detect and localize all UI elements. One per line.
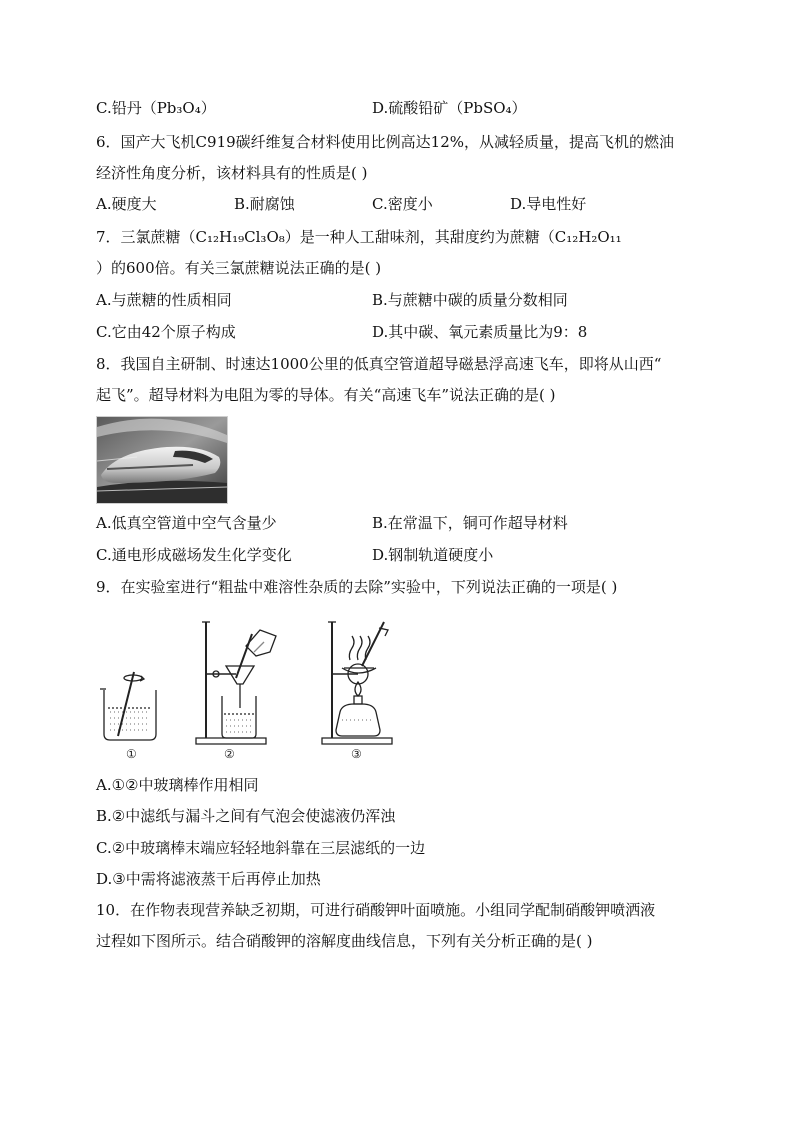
q7-option-a: A.与蔗糖的性质相同 xyxy=(96,291,232,309)
q9-stem: 9．在实验室进行“粗盐中难溶性杂质的去除”实验中，下列说法正确的一项是( ) xyxy=(96,578,618,596)
q6-option-c: C.密度小 xyxy=(372,195,433,213)
q6-option-a: A.硬度大 xyxy=(96,195,157,213)
q6-stem-line2: 经济性角度分析，该材料具有的性质是( ) xyxy=(96,164,368,182)
q9-option-b: B.②中滤纸与漏斗之间有气泡会使滤液仍浑浊 xyxy=(96,807,396,825)
q8-option-d: D.钢制轨道硬度小 xyxy=(372,546,494,564)
q7-option-b: B.与蔗糖中碳的质量分数相同 xyxy=(372,291,568,309)
filtration-figure xyxy=(196,622,276,744)
q8-option-c: C.通电形成磁场发生化学变化 xyxy=(96,546,292,564)
q9-option-d: D.③中需将滤液蒸干后再停止加热 xyxy=(96,870,321,888)
q7-option-c: C.它由42个原子构成 xyxy=(96,323,236,341)
dissolving-beaker-figure xyxy=(100,672,156,740)
figure-1-label: ① xyxy=(126,747,137,761)
q5-option-c: C.铅丹（Pb₃O₄） xyxy=(96,99,216,117)
q8-option-a: A.低真空管道中空气含量少 xyxy=(96,514,277,532)
figure-2-label: ② xyxy=(224,747,235,761)
q7-stem-line2: ）的600倍。有关三氯蔗糖说法正确的是( ) xyxy=(96,259,382,277)
evaporation-figure xyxy=(322,622,392,744)
maglev-train-photo xyxy=(96,416,228,504)
figure-3-label: ③ xyxy=(351,747,362,761)
q10-stem-line2: 过程如下图所示。结合硝酸钾的溶解度曲线信息，下列有关分析正确的是( ) xyxy=(96,932,593,950)
q9-option-c: C.②中玻璃棒末端应轻轻地斜靠在三层滤纸的一边 xyxy=(96,839,426,857)
lab-apparatus-diagram xyxy=(96,612,426,762)
q8-stem-line2: 起飞”。超导材料为电阻为零的导体。有关“高速飞车”说法正确的是( ) xyxy=(96,386,556,404)
q7-option-d: D.其中碳、氧元素质量比为9：8 xyxy=(372,323,588,341)
q6-option-d: D.导电性好 xyxy=(510,195,587,213)
q6-stem-line1: 6．国产大飞机C919碳纤维复合材料使用比例高达12%，从减轻质量，提高飞机的燃油 xyxy=(96,133,674,151)
q9-option-a: A.①②中玻璃棒作用相同 xyxy=(96,776,259,794)
q8-stem-line1: 8．我国自主研制、时速达1000公里的低真空管道超导磁悬浮高速飞车，即将从山西“ xyxy=(96,355,662,373)
q8-option-b: B.在常温下，铜可作超导材料 xyxy=(372,514,568,532)
q6-option-b: B.耐腐蚀 xyxy=(234,195,295,213)
q7-stem-line1: 7．三氯蔗糖（C₁₂H₁₉Cl₃O₈）是一种人工甜味剂，其甜度约为蔗糖（C₁₂H₂O₁₁ xyxy=(96,228,622,246)
q5-option-d: D.硫酸铅矿（PbSO₄） xyxy=(372,99,527,117)
q10-stem-line1: 10．在作物表现营养缺乏初期，可进行硝酸钾叶面喷施。小组同学配制硝酸钾喷洒液 xyxy=(96,901,656,919)
